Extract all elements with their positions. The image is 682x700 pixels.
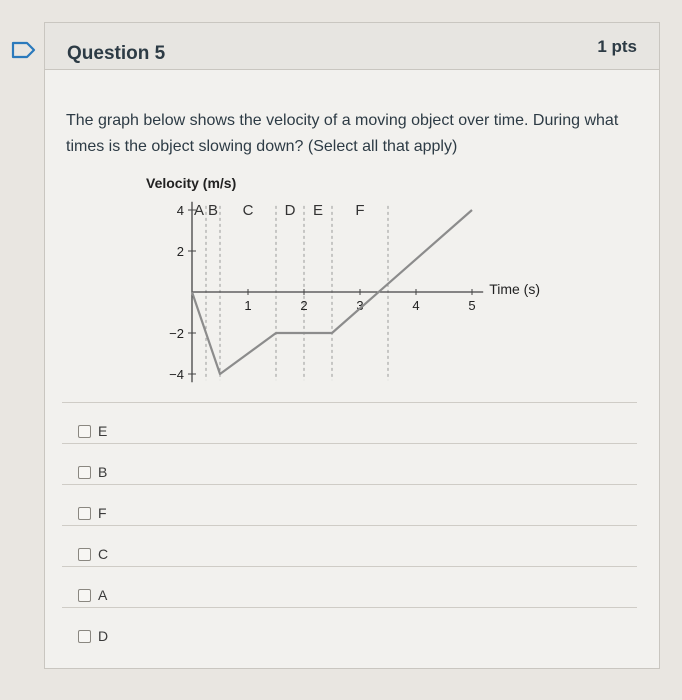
answer-option-f[interactable] <box>62 484 637 525</box>
answer-list <box>62 402 637 648</box>
answer-checkbox[interactable] <box>78 548 91 561</box>
answer-label: A <box>98 587 108 603</box>
y-tick-label: −2 <box>169 326 184 341</box>
segment-label-e: E <box>312 202 324 219</box>
answer-label: E <box>98 423 108 439</box>
answer-checkbox[interactable] <box>78 589 91 602</box>
question-header <box>45 23 659 70</box>
answer-option-a[interactable] <box>62 566 637 607</box>
answer-checkbox[interactable] <box>78 507 91 520</box>
x-tick-label: 1 <box>244 298 252 313</box>
answer-label: B <box>98 464 108 480</box>
segment-label-f: F <box>355 202 365 219</box>
chart-title: Velocity (m/s) <box>146 175 237 191</box>
answer-option-b[interactable] <box>62 443 637 484</box>
y-tick-label: 2 <box>176 244 184 259</box>
y-tick-label: −4 <box>169 367 184 382</box>
x-axis-label: Time (s) <box>489 281 541 297</box>
x-tick-label: 5 <box>468 298 476 313</box>
segment-label-a: A <box>193 202 205 219</box>
y-tick-label: 4 <box>176 203 184 218</box>
answer-checkbox[interactable] <box>78 425 91 438</box>
answer-option-d[interactable] <box>62 607 637 648</box>
segment-label-d: D <box>284 202 296 219</box>
flag-question-icon[interactable] <box>10 40 38 60</box>
velocity-time-graph <box>130 168 570 393</box>
answer-checkbox[interactable] <box>78 466 91 479</box>
segment-label-c: C <box>242 202 254 219</box>
answer-label: F <box>98 505 107 521</box>
answer-checkbox[interactable] <box>78 630 91 643</box>
x-tick-label: 3 <box>356 298 364 313</box>
answer-label: C <box>98 546 109 562</box>
answer-option-c[interactable] <box>62 525 637 566</box>
question-text: The graph below shows the velocity of a moving object over time. During what times is the object slowing down? (Select all that apply) <box>66 112 619 155</box>
question-title: Question 5 <box>67 43 166 64</box>
x-tick-label: 2 <box>300 298 308 313</box>
segment-label-b: B <box>207 202 219 219</box>
x-tick-label: 4 <box>412 298 420 313</box>
answer-option-e[interactable] <box>62 402 637 443</box>
question-points: 1 pts <box>597 37 637 56</box>
answer-label: D <box>98 628 109 644</box>
